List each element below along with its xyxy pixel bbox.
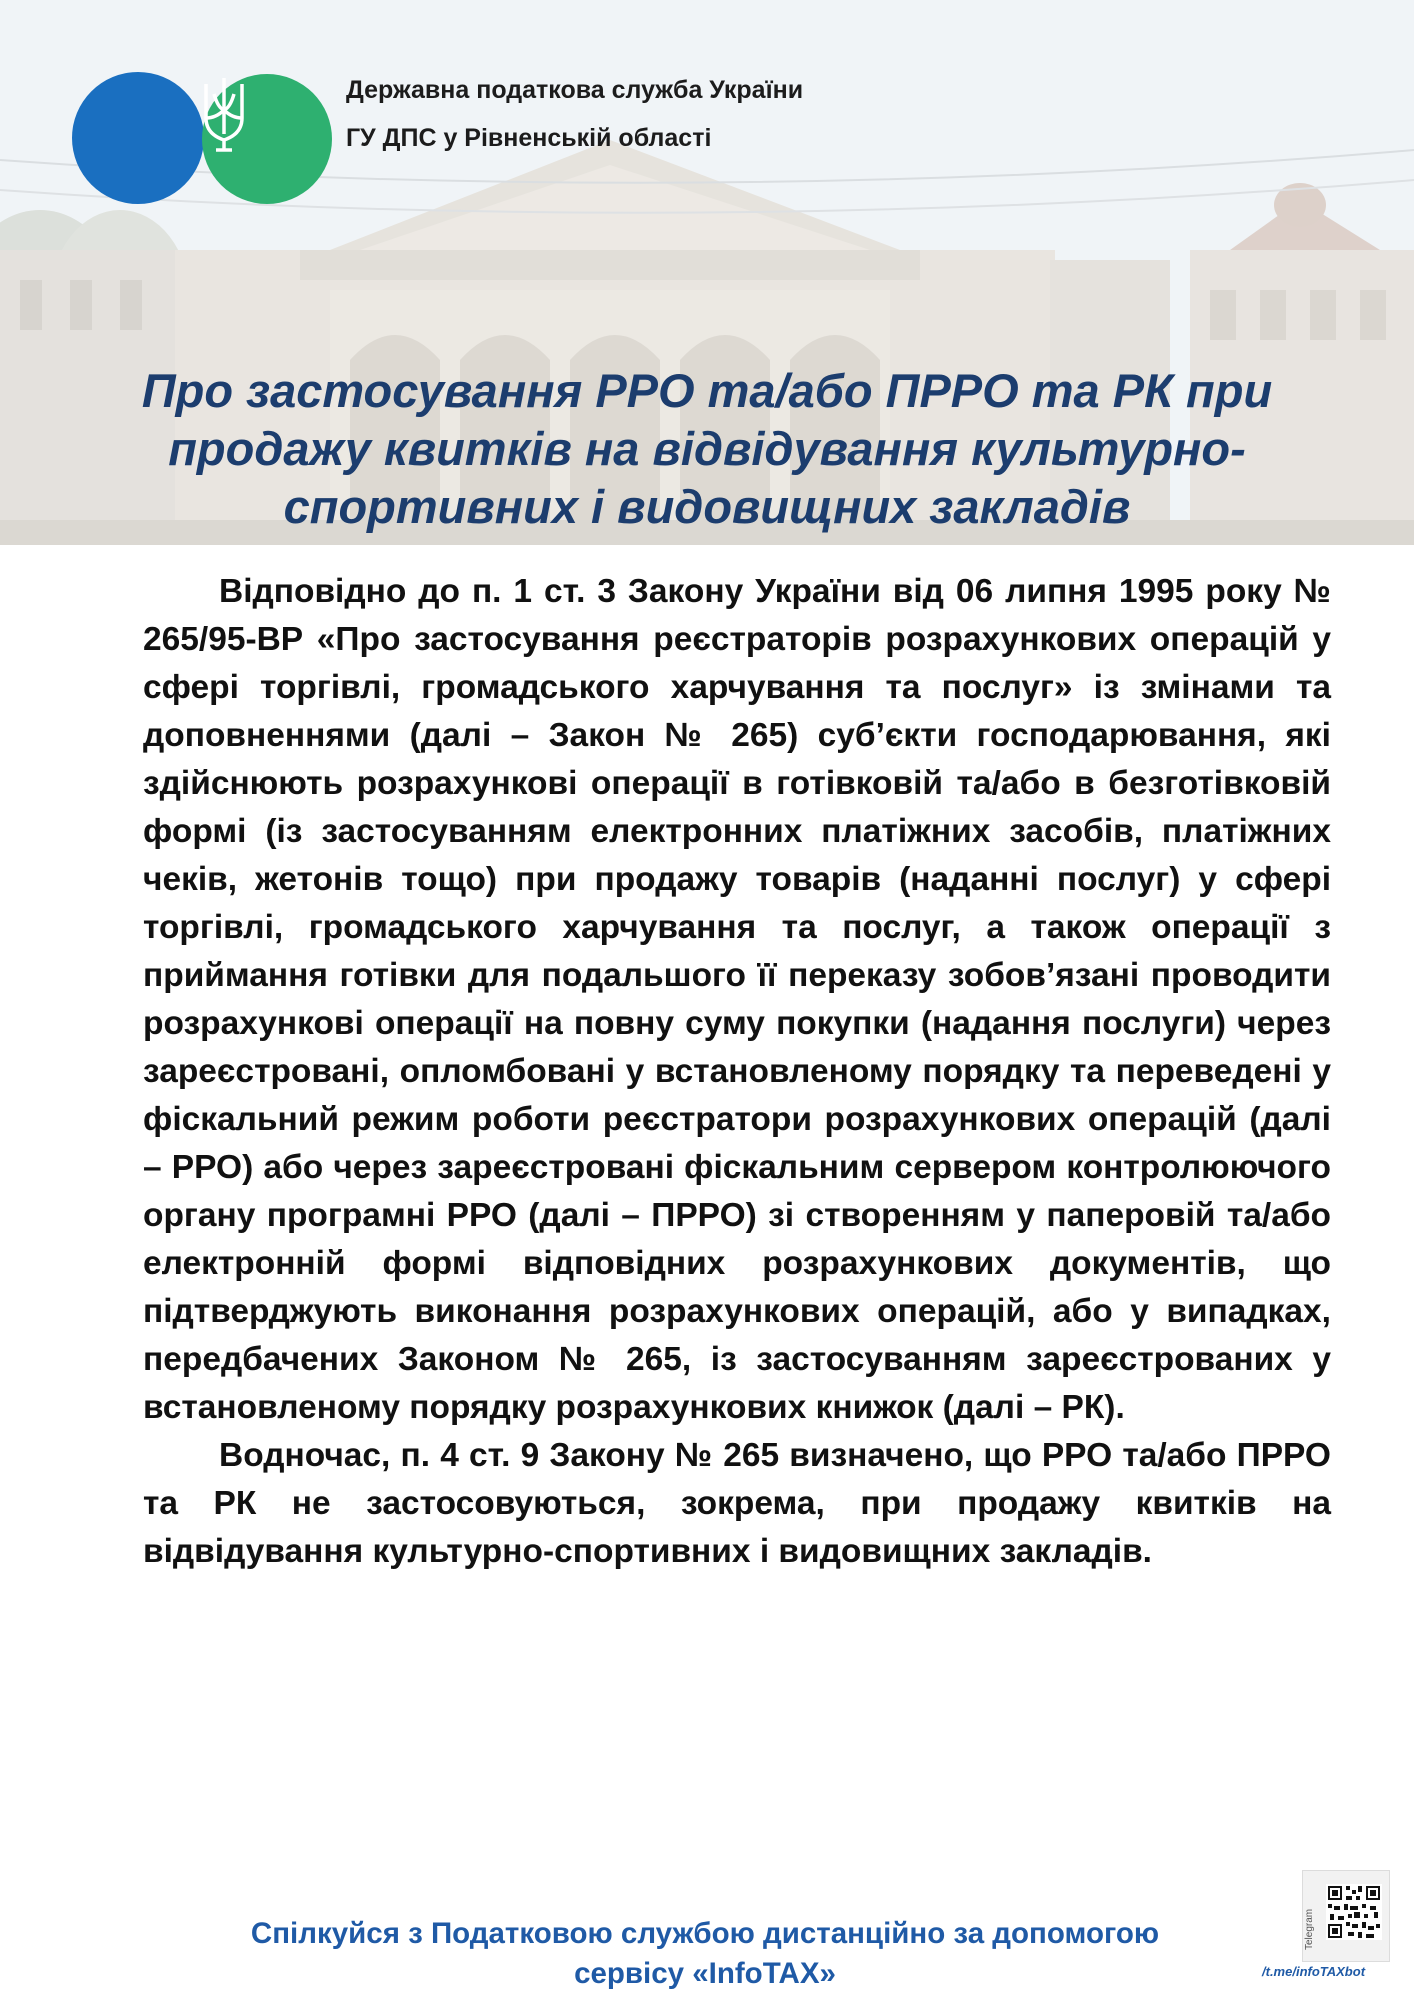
- org-department: ГУ ДПС у Рівненській області: [346, 124, 712, 152]
- trident-logo: [202, 74, 332, 204]
- paragraph-2: Водночас, п. 4 ст. 9 Закону № 265 визначено, що РРО та/або ПРРО та РК не застосовуються, зокрема, при продажу квитків на відвідування культурно-спортивних і видовищних закладів.: [143, 1437, 1331, 1570]
- blue-circle-logo: [72, 72, 204, 204]
- telegram-bot-link[interactable]: /t.me/infoTAXbot: [1262, 1964, 1366, 1979]
- org-name: Державна податкова служба України: [346, 76, 804, 104]
- trident-icon: [202, 74, 246, 154]
- footer-line-2: сервісу «InfoTAX»: [574, 1957, 836, 1990]
- header-banner: [0, 0, 1414, 545]
- article-body: [143, 568, 1331, 1576]
- footer-line-1: Спілкуйся з Податковою службою дистанційно за допомогою: [250, 1917, 1160, 1950]
- footer-cta: [110, 1914, 1300, 1994]
- paragraph-1: Відповідно до п. 1 ст. 3 Закону України від 06 липня 1995 року № 265/95-ВР «Про застосування реєстраторів розрахункових операцій у сфері торгівлі, громадського харчування та послуг» із змінами та доповненнями (далі – Закон № 265) суб’єкти господарювання, які здійснюють розрахункові операції в готівковій та/або в безготівковій формі (із застосуванням електронних платіжних засобів, платіжних чеків, жетонів тощо) при продажу товарів (наданні послуг) у сфері торгівлі, громадського харчування та послуг, а також операції з приймання готівки для подальшого її переказу зобов’язані проводити розрахункові операції на повну суму покупки (надання послуги) через зареєстровані, опломбовані у встановленому порядку та переведені у фіскальний режим роботи реєстратори розрахункових операцій (далі – РРО) або через зареєстровані фіскальним сервером контролюючого органу програмні РРО (далі – ПРРО) зі створенням у паперовій та/або електронній формі відповідних розрахункових документів, що підтверджують виконання розрахункових операцій, або у випадках, передбачених Законом № 265, із застосуванням зареєстрованих у встановленому порядку розрахункових книжок (далі – РК).: [143, 573, 1331, 1426]
- qr-label: Telegram: [1304, 1908, 1315, 1950]
- qr-code-icon[interactable]: [1326, 1884, 1382, 1940]
- page-title: Про застосування РРО та/або ПРРО та РК при продажу квитків на відвідування культурно-спортивних і видовищних закладів: [141, 364, 1273, 533]
